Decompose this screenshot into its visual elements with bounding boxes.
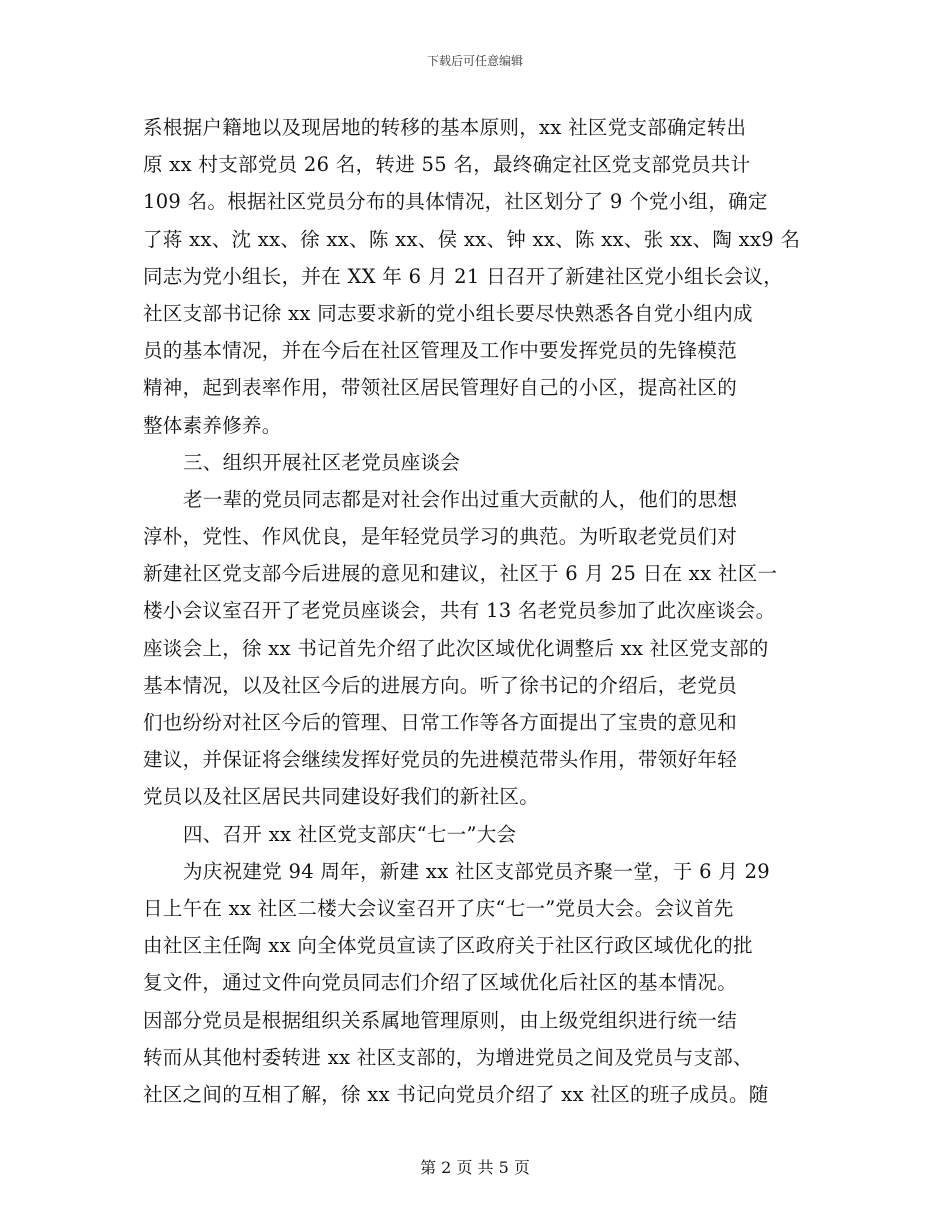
text-line: 党员以及社区居民共同建设好我们的新社区。: [143, 785, 540, 809]
text-line: 因部分党员是根据组织关系属地管理原则，由上级党组织进行统一结: [143, 1008, 738, 1032]
page-header: 下载后可任意编辑: [426, 54, 523, 68]
text-line: 由社区主任陶 xx 向全体党员宣读了区政府关于社区行政区域优化的批: [143, 934, 753, 958]
text-line: 109 名。根据社区党员分布的具体情况，社区划分了 9 个党小组，确定: [143, 190, 768, 214]
text-line: 为庆祝建党 94 周年，新建 xx 社区支部党员齐聚一堂，于 6 月 29: [183, 859, 771, 883]
text-line: 员的基本情况，并在今后在社区管理及工作中要发挥党员的先锋模范: [143, 339, 738, 363]
text-line: 们也纷纷对社区今后的管理、日常工作等各方面提出了宝贵的意见和: [143, 711, 738, 734]
text-line: 复文件，通过文件向党员同志们介绍了区域优化后社区的基本情况。: [143, 971, 738, 995]
text-line: 社区支部书记徐 xx 同志要求新的党小组长要尽快熟悉各自党小组内成: [143, 301, 753, 325]
text-line: 新建社区党支部今后进展的意见和建议，社区于 6 月 25 日在 xx 社区一: [143, 562, 778, 586]
document-body: [143, 109, 823, 1113]
text-line: 同志为党小组长，并在 XX 年 6 月 21 日召开了新建社区党小组长会议，: [143, 264, 784, 288]
text-line: 日上午在 xx 社区二楼大会议室召开了庆“七一”党员大会。会议首先: [143, 896, 734, 920]
section-heading: 四、召开 xx 社区党支部庆“七一”大会: [183, 822, 517, 846]
text-line: 整体素养修养。: [143, 413, 282, 437]
text-line: 淳朴，党性、作风优良，是年轻党员学习的典范。为听取老党员们对: [143, 525, 738, 549]
text-line: 老一辈的党员同志都是对社会作出过重大贡献的人，他们的思想: [183, 487, 738, 511]
text-line: 精神，起到表率作用，带领社区居民管理好自己的小区，提高社区的: [143, 376, 738, 400]
text-line: 了蒋 xx、沈 xx、徐 xx、陈 xx、侯 xx、钟 xx、陈 xx、张 xx、陶 xx9 名: [143, 227, 801, 251]
text-line: 原 xx 村支部党员 26 名，转进 55 名，最终确定社区党支部党员共计: [143, 153, 751, 177]
page-number-footer: 第 2 页 共 5 页: [420, 1158, 530, 1177]
text-line: 座谈会上，徐 xx 书记首先介绍了此次区域优化调整后 xx 社区党支部的: [143, 636, 769, 660]
text-line: 社区之间的互相了解，徐 xx 书记向党员介绍了 xx 社区的班子成员。随: [143, 1082, 769, 1106]
text-line: 系根据户籍地以及现居地的转移的基本原则，xx 社区党支部确定转出: [143, 116, 747, 139]
text-line: 楼小会议室召开了老党员座谈会，共有 13 名老党员参加了此次座谈会。: [143, 599, 776, 623]
text-line: 基本情况，以及社区今后的进展方向。听了徐书记的介绍后，老党员: [143, 673, 738, 697]
text-line: 转而从其他村委转进 xx 社区支部的，为增进党员之间及党员与支部、: [143, 1045, 753, 1069]
section-heading: 三、组织开展社区老党员座谈会: [183, 450, 461, 474]
text-line: 建议，并保证将会继续发挥好党员的先进模范带头作用，带领好年轻: [143, 748, 738, 772]
